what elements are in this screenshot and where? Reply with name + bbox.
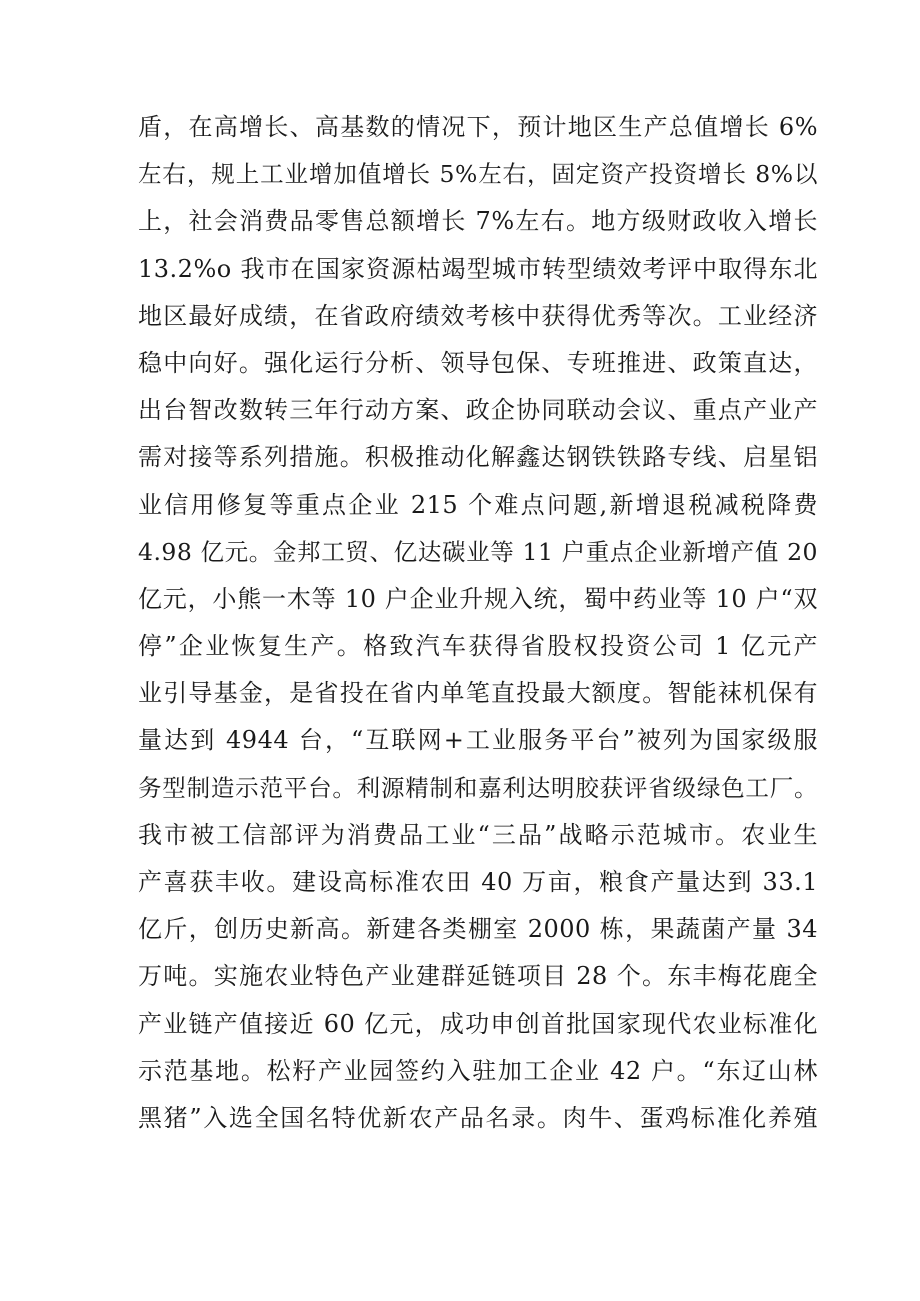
text-line-16: 我市被工信部评为消费品工业“三品”战略示范城市。农业生: [138, 820, 818, 849]
body-paragraph: [138, 104, 818, 1142]
text-line-4: 13.2%o 我市在国家资源枯竭型城市转型绩效考评中取得东北: [138, 254, 818, 283]
text-line-1: 盾，在高增长、高基数的情况下，预计地区生产总值增长 6%: [138, 113, 818, 141]
text-line-11: 亿元，小熊一木等 10 户企业升规入统，蜀中药业等 10 户“双: [138, 584, 818, 613]
text-line-3: 上，社会消费品零售总额增长 7%左右。地方级财政收入增长: [138, 207, 818, 236]
text-line-6: 稳中向好。强化运行分析、领导包保、专班推进、政策直达，: [138, 348, 818, 377]
text-line-20: 产业链产值接近 60 亿元，成功申创首批国家现代农业标准化: [138, 1009, 818, 1038]
text-line-14: 量达到 4944 台，“互联网+工业服务平台”被列为国家级服: [138, 726, 818, 755]
text-line-22: 黑猪”入选全国名特优新农产品名录。肉牛、蛋鸡标准化养殖: [138, 1103, 818, 1132]
text-line-10: 4.98 亿元。金邦工贸、亿达碳业等 11 户重点企业新增产值 20: [138, 537, 818, 566]
text-line-12: 停”企业恢复生产。格致汽车获得省股权投资公司 1 亿元产: [138, 632, 818, 661]
text-line-2: 左右，规上工业增加值增长 5%左右，固定资产投资增长 8%以: [138, 160, 818, 189]
text-line-13: 业引导基金，是省投在省内单笔直投最大额度。智能袜机保有: [138, 679, 818, 708]
text-line-9: 业信用修复等重点企业 215 个难点问题,新增退税减税降费: [138, 490, 818, 519]
text-line-8: 需对接等系列措施。积极推动化解鑫达钢铁铁路专线、启星铝: [138, 443, 818, 472]
text-line-15: 务型制造示范平台。利源精制和嘉利达明胶获评省级绿色工厂。: [138, 773, 818, 802]
text-line-18: 亿斤，创历史新高。新建各类棚室 2000 栋，果蔬菌产量 34: [138, 915, 818, 944]
text-line-5: 地区最好成绩，在省政府绩效考核中获得优秀等次。工业经济: [138, 301, 818, 330]
text-line-7: 出台智改数转三年行动方案、政企协同联动会议、重点产业产: [138, 396, 818, 425]
text-line-17: 产喜获丰收。建设高标准农田 40 万亩，粮食产量达到 33.1: [138, 868, 818, 896]
text-line-19: 万吨。实施农业特色产业建群延链项目 28 个。东丰梅花鹿全: [138, 962, 818, 991]
text-line-21: 示范基地。松籽产业园签约入驻加工企业 42 户。“东辽山林: [138, 1056, 818, 1085]
